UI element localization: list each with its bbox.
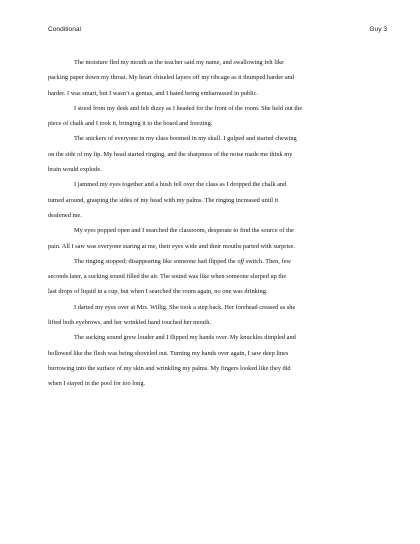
paragraph <box>48 254 387 300</box>
text-line: turned around, grasping the sides of my head with my palms. The ringing increased until it <box>48 196 279 204</box>
document-body <box>48 55 387 392</box>
text-line: lifted both eyebrows, and her wrinkled hand touched her mouth. <box>48 319 211 327</box>
text-line: pain. All I saw was everyone staring at me, their eyes wide and their mouths parted with surprise. <box>48 242 295 250</box>
text-line: brain would explode. <box>48 166 102 174</box>
text-segment: switch. Then, few <box>245 257 291 265</box>
italic-word: off <box>237 257 245 265</box>
header-title: Conditional <box>48 26 81 33</box>
text-line: The sucking sound grew louder and I flipped my hands over. My knuckles dimpled and <box>74 334 296 342</box>
paragraph <box>48 330 387 391</box>
text-line: I jammed my eyes together and a hush fell over the class as I dropped the chalk and <box>74 181 287 189</box>
text-line: harder. I was smart, but I wasn’t a genius, and I hated being embarrassed in public. <box>48 89 259 97</box>
paragraph <box>48 55 387 101</box>
text-line: last drops of liquid in a cup, but when I searched the room again, no one was drinking. <box>48 288 268 296</box>
text-line: I stood from my desk and felt dizzy as I headed for the front of the room. She held out the <box>74 104 303 112</box>
text-line: The snickers of everyone in my class boomed in my skull. I gulped and started chewing <box>74 135 297 143</box>
text-line: The moisture fled my mouth as the teacher said my name, and swallowing felt like <box>74 59 284 66</box>
paragraph <box>48 223 387 254</box>
paragraph <box>48 131 387 177</box>
paragraph <box>48 300 387 331</box>
paragraph <box>48 101 387 132</box>
text-line <box>48 254 387 269</box>
text-line: I darted my eyes over at Mrs. Willig. She took a step back. Her forehead creased as she <box>74 303 296 311</box>
header-page-number: Guy 3 <box>369 26 387 33</box>
text-line: seconds later, a sucking sound filled the air. The sound was like when someone slurped up the <box>48 273 287 281</box>
text-line: packing paper down my throat. My heart chiseled layers off my ribcage as it thumped harder and <box>48 74 294 82</box>
paragraph <box>48 177 387 223</box>
text-line: My eyes popped open and I searched the classroom, desperate to find the source of the <box>74 227 294 235</box>
text-line: when I stayed in the pool for too long. <box>48 380 146 388</box>
text-line: on the side of my lip. My head started ringing, and the sharpness of the noise made me think my <box>48 150 293 158</box>
text-line: deafened me. <box>48 211 82 219</box>
page-header <box>48 26 387 36</box>
text-segment: The ringing stopped; disappearing like someone had flipped the <box>74 257 236 265</box>
text-line: hollowed like the flesh was being shoveled out. Turning my hands over again, I saw deep lines <box>48 349 289 357</box>
text-line: burrowing into the surface of my skin and wrinkling my palms. My fingers looked like they did <box>48 364 291 372</box>
text-line: piece of chalk and I took it, bringing it to the board and freezing. <box>48 120 213 128</box>
